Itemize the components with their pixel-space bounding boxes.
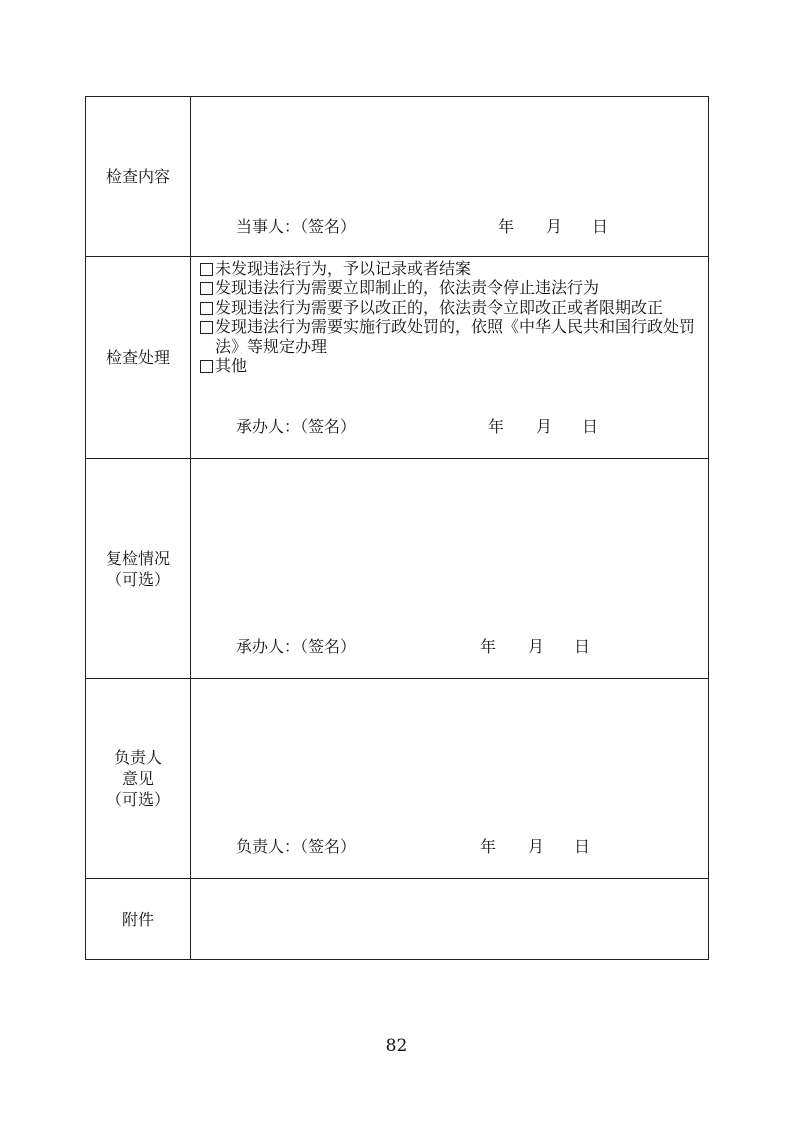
checkbox[interactable] [200,360,213,373]
content-cell[interactable] [190,459,708,678]
handling-options [200,259,700,375]
signature-role: 当事人：（签名） [236,217,357,236]
signature-month: 月 [528,637,545,656]
row-label [86,459,191,678]
handling-option[interactable] [200,298,700,317]
signature-year: 年 [488,417,505,436]
signature-day: 日 [574,637,591,656]
signature-year: 年 [498,217,515,236]
label-line: 检查内容 [105,167,170,186]
content-cell[interactable] [190,679,708,878]
signature-month: 月 [536,417,553,436]
row-attachments [86,879,708,959]
signature-role: 负责人：（签名） [236,837,357,856]
handling-option[interactable] [200,317,700,356]
option-text: 发现违法行为需要立即制止的，依法责令停止违法行为 [215,278,600,298]
checkbox[interactable] [200,321,213,334]
label-line: 检查处理 [105,348,170,367]
signature-day: 日 [592,217,609,236]
signature-day: 日 [582,417,599,436]
signature-year: 年 [480,637,497,656]
handling-option[interactable] [200,278,700,297]
checkbox[interactable] [200,263,213,276]
content-cell [190,257,708,458]
checkbox[interactable] [200,282,213,295]
signature-year: 年 [480,837,497,856]
page-number: 82 [385,1036,408,1056]
row-label [86,879,191,959]
row-inspection-handling [86,257,708,459]
signature-role: 承办人：（签名） [236,637,357,656]
content-cell[interactable] [190,97,708,256]
handling-option[interactable] [200,259,700,278]
label-line: 复检情况 [105,548,170,568]
row-inspection-content [86,97,708,257]
signature-day: 日 [574,837,591,856]
row-supervisor-opinion [86,679,708,879]
label-line: 附件 [121,909,154,929]
row-reinspection [86,459,708,679]
signature-role: 承办人：（签名） [236,417,357,436]
label-line: 负责人 [113,748,162,767]
row-label [86,257,191,458]
row-label [86,97,191,256]
option-text: 未发现违法行为，予以记录或者结案 [215,259,472,278]
signature-month: 月 [528,837,545,856]
label-line: 意见 [121,769,154,788]
label-line: （可选） [105,569,170,589]
content-cell[interactable] [190,879,708,959]
row-label [86,679,191,878]
checkbox[interactable] [200,302,213,315]
signature-month: 月 [546,217,563,236]
inspection-form-table [85,96,709,960]
handling-option[interactable] [200,356,700,375]
option-text: 其他 [215,356,248,376]
option-text: 发现违法行为需要予以改正的，依法责令立即改正或者限期改正 [215,297,664,317]
label-line: （可选） [105,790,170,809]
option-text: 发现违法行为需要实施行政处罚的，依照《中华人民共和国行政处罚法》等规定办理 [215,317,696,356]
